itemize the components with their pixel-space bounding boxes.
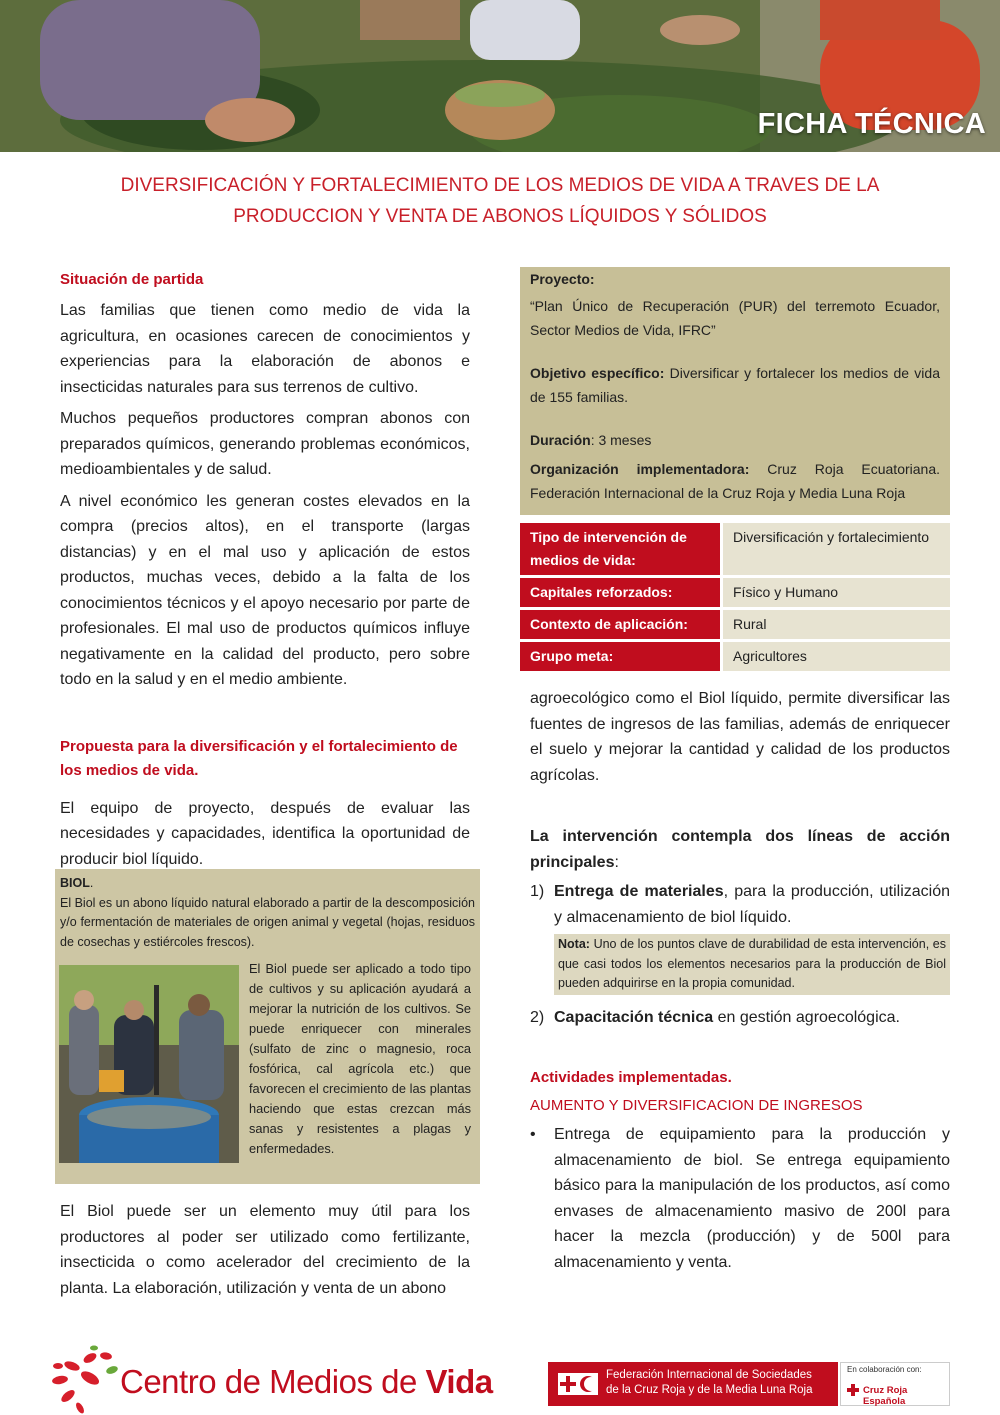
centro-medios-vida-logo-icon: [50, 1344, 130, 1414]
centro-medios-vida-wordmark: Centro de Medios de Vida: [120, 1363, 493, 1400]
propuesta-heading: Propuesta para la diversificación y el fortalecimiento de los medios de vida.: [60, 737, 458, 779]
proyecto-label: Proyecto:: [530, 271, 595, 287]
nota-box: Nota: Uno de los puntos clave de durabilidad de esta intervención, es que casi todos los elementos necesarios para la producción de Biol pueden adquirirse en la propia comunidad.: [554, 934, 950, 995]
ficha-tecnica-label: FICHA TÉCNICA: [757, 108, 986, 140]
biol-photo-illustration: [59, 965, 239, 1163]
organizacion-label: Organización implementadora:: [530, 461, 750, 477]
organizacion-value: Cruz Roja Ecuatoriana. Federación Internacional de la Cruz Roja y Media Luna Roja: [530, 461, 940, 501]
red-cross-icon: [847, 1384, 859, 1396]
table-row: [520, 642, 950, 671]
biol-paragraph: El Biol puede ser un elemento muy útil para los productores al poder ser utilizado como fertilizante, insecticida o como acelerador del crecimiento de la planta. La elaboración, utilización y venta de un abono: [60, 1203, 470, 1297]
intervention-table: [520, 520, 950, 674]
table-value: Rural: [720, 610, 950, 639]
duracion-label: Duración: [530, 432, 591, 448]
table-key: Grupo meta:: [520, 642, 720, 671]
biol-photo: [59, 965, 239, 1163]
cruz-roja-espanola-logo: [840, 1362, 950, 1406]
table-value: Agricultores: [720, 642, 950, 671]
table-key: Contexto de aplicación:: [520, 610, 720, 639]
cruz-roja-espanola-name: Cruz Roja Española: [863, 1385, 908, 1407]
bullet-icon: •: [530, 1126, 536, 1143]
biol-definition: El Biol es un abono líquido natural elaborado a partir de la descomposición y/o fermentación de materiales de origen animal y vegetal (hojas, residuos de cosechas y estiércoles frescos).: [60, 895, 475, 949]
proyecto-value: “Plan Único de Recuperación (PUR) del terremoto Ecuador, Sector Medios de Vida, IFRC”: [530, 298, 940, 338]
situacion-paragraph-2: Muchos pequeños productores compran abonos con preparados químicos, generando problemas económicos, medioambientales y de salud.: [60, 410, 470, 478]
bullet-text: Entrega de equipamiento para la producción y almacenamiento de biol. Se entrega equipamiento básico para la manipulación de los productos, así como envases de almacenamiento masivo de 200l para hacer la mezcla (producción) y de 500l para almacenamiento y venta.: [554, 1126, 950, 1271]
duracion-value: : 3 meses: [590, 432, 652, 448]
list-number: 2): [530, 1008, 545, 1026]
ifrc-logo: [548, 1362, 838, 1406]
page-title: DIVERSIFICACIÓN Y FORTALECIMIENTO DE LOS MEDIOS DE VIDA A TRAVES DE LA PRODUCCION Y VENTA DE ABONOS LÍQUIDOS Y SÓLIDOS: [120, 175, 880, 227]
objetivo-label: Objetivo específico:: [530, 365, 665, 381]
table-key: Tipo de intervención de medios de vida:: [520, 523, 720, 575]
lineas-section: [530, 824, 950, 1275]
colaboracion-label: En colaboración con:: [847, 1365, 922, 1374]
table-key: Capitales reforzados:: [520, 578, 720, 607]
table-row: [520, 610, 950, 639]
biol-application-text: El Biol puede ser aplicado a todo tipo de cultivos y su aplicación ayudará a mejorar la nutrición de los cultivos. Se puede enriquecer con minerales (sulfato de zinc o magnesio, roca fosfórica, cal agrícola etc.) que favorecen el crecimiento de las plantas haciendo que estas crezcan más sanas y resistentes a plagas y enfermedades.: [249, 961, 471, 1156]
propuesta-paragraph: El equipo de proyecto, después de evaluar las necesidades y capacidades, identifica la oportunidad de producir biol líquido.: [60, 799, 470, 868]
project-info-box: [520, 267, 950, 515]
list-item: [530, 1005, 950, 1031]
organizacion-row: [530, 457, 940, 505]
objetivo-row: [530, 361, 940, 409]
situacion-paragraph-1: Las familias que tienen como medio de vida la agricultura, en ocasiones carecen de conocimientos y experiencias para la elaboración de abonos e insecticidas naturales para sus terrenos de cultivo.: [60, 302, 470, 396]
biol-label: BIOL.: [60, 876, 94, 890]
objetivo-value: Diversificar y fortalecer los medios de vida de 155 familias.: [530, 365, 940, 405]
table-row: [520, 578, 950, 607]
aumento-heading: AUMENTO Y DIVERSIFICACION DE INGRESOS: [530, 1097, 863, 1114]
right-column: [520, 267, 950, 1275]
continuation-paragraph: agroecológico como el Biol líquido, permite diversificar las fuentes de ingresos de las familias, además de enriquecer el suelo y mejorar la cantidad y calidad de los productos agrícolas.: [530, 690, 950, 784]
header-photo: [0, 0, 1000, 152]
situacion-heading: Situación de partida: [60, 271, 204, 288]
table-row: [520, 523, 950, 575]
lineas-heading: La intervención contempla dos líneas de acción principales:: [530, 828, 950, 871]
list-item: [530, 879, 950, 930]
duracion-row: [530, 428, 940, 452]
bullet-item: [530, 1122, 950, 1275]
situacion-paragraph-3: A nivel económico les generan costes elevados en la compra (precios altos), en el transporte (largas distancias) y en el mal uso y aplicación de estos productos, muchas veces, debido a la falta de los conocimientos técnicos y el apoyo necesario por parte de profesionales. El mal uso de productos químicos influye negativamente en la calidad del producto, pero sobre todo en la salud y en el medio ambiente.: [60, 492, 470, 688]
ifrc-text: Federación Internacional de Sociedades de la Cruz Roja y de la Media Luna Roja: [606, 1369, 813, 1396]
table-value: Físico y Humano: [720, 578, 950, 607]
red-cross-crescent-icon: [558, 1373, 598, 1395]
footer: [0, 1340, 1000, 1415]
biol-info-box: [55, 869, 480, 1184]
list-number: 1): [530, 883, 545, 900]
table-value: Diversificación y fortalecimiento: [720, 523, 950, 575]
actividades-heading: Actividades implementadas.: [530, 1069, 732, 1086]
list-text: Capacitación técnica en gestión agroecológica.: [554, 1008, 900, 1026]
list-text: Entrega de materiales, para la producción, utilización y almacenamiento de biol líquido.: [554, 883, 950, 926]
left-column: [60, 268, 470, 872]
